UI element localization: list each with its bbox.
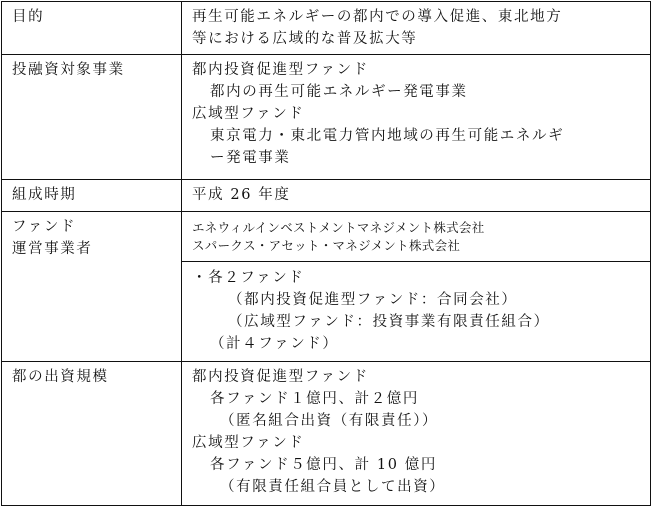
period-label-cell — [2, 180, 182, 212]
scale-line-1: 都内投資促進型ファンド — [192, 369, 369, 385]
scale-value-cell — [182, 362, 651, 506]
targets-label: 投融資対象事業 — [12, 62, 125, 78]
row-investment-scale — [2, 362, 651, 506]
scale-label-cell — [2, 362, 182, 506]
scale-line-4: 広域型ファンド — [192, 435, 305, 451]
funds-line-3: （広域型ファンド：投資事業有限責任組合） — [228, 314, 550, 330]
row-investment-targets — [2, 55, 651, 180]
targets-value-cell — [182, 55, 651, 180]
operators-funds-cell — [182, 262, 651, 362]
operators-label-line-1: ファンド — [12, 219, 77, 235]
period-label: 組成時期 — [12, 187, 77, 203]
targets-label-cell — [2, 55, 182, 180]
row-formation-period — [2, 180, 651, 212]
targets-line-2: 都内の再生可能エネルギー発電事業 — [210, 84, 468, 100]
scale-line-2: 各ファンド１億円、計２億円 — [210, 391, 420, 407]
operators-label-line-2: 運営事業者 — [12, 241, 93, 257]
operator-company-2: スパークス・アセット・マネジメント株式会社 — [192, 238, 461, 253]
purpose-text-line-2: 等における広域的な普及拡大等 — [192, 31, 418, 47]
period-value-cell — [182, 180, 651, 212]
targets-line-3: 広域型ファンド — [192, 106, 305, 122]
operators-companies-cell — [182, 212, 651, 262]
targets-line-1: 都内投資促進型ファンド — [192, 62, 369, 78]
funds-line-1: ・各２ファンド — [192, 270, 305, 286]
scale-line-5: 各ファンド５億円、計 10 億円 — [210, 457, 437, 473]
purpose-label-cell — [2, 2, 182, 55]
row-purpose — [2, 2, 651, 55]
funds-line-4: （計４ファンド） — [210, 336, 339, 352]
row-fund-operators — [2, 212, 651, 262]
operators-label-cell — [2, 212, 182, 362]
operator-company-1: エネウィルインベストメントマネジメント株式会社 — [192, 220, 485, 235]
purpose-label: 目的 — [12, 9, 45, 25]
period-value: 平成 26 年度 — [192, 187, 291, 203]
targets-line-4: 東京電力・東北電力管内地域の再生可能エネルギ — [210, 128, 565, 144]
purpose-text-line-1: 再生可能エネルギーの都内での導入促進、東北地方 — [192, 9, 563, 25]
purpose-value-cell — [182, 2, 651, 55]
targets-line-5: ー発電事業 — [210, 150, 291, 166]
funds-line-2: （都内投資促進型ファンド：合同会社） — [228, 292, 518, 308]
scale-line-6: （有限責任組合員として出資） — [220, 479, 446, 495]
scale-label: 都の出資規模 — [12, 369, 109, 385]
scale-line-3: （匿名組合出資（有限責任）） — [220, 413, 439, 429]
fund-summary-table — [1, 1, 651, 506]
